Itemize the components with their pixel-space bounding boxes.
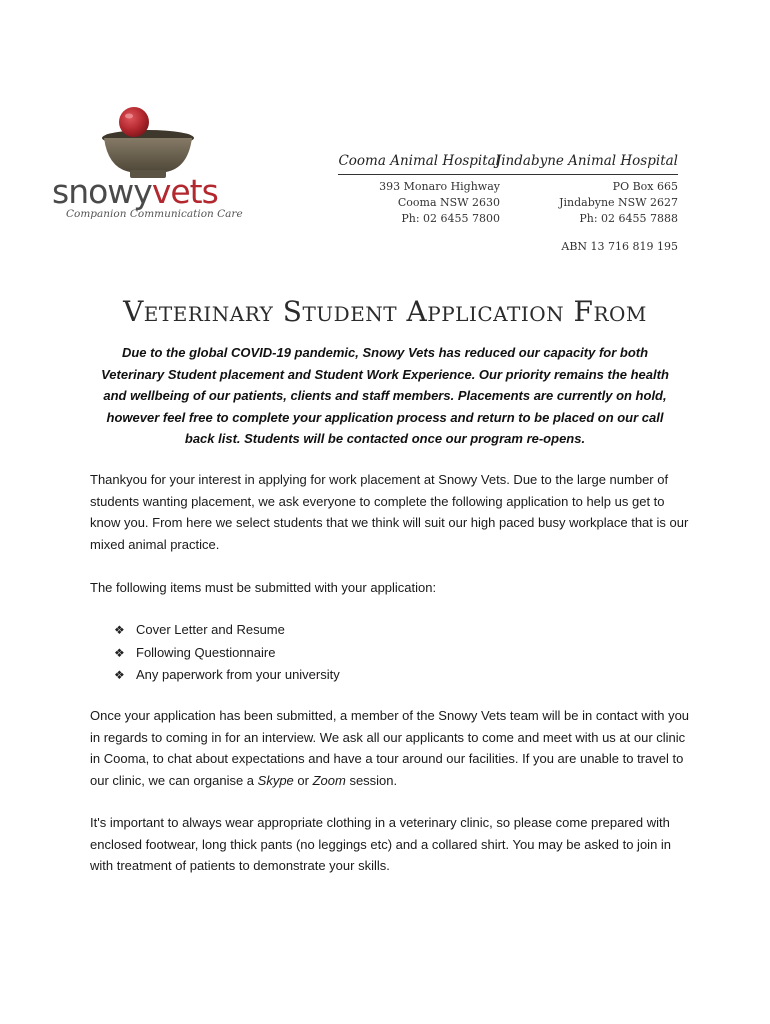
list-item <box>114 642 340 665</box>
clothing-paragraph: It's important to always wear appropriate clothing in a veterinary clinic, so please come prepared with enclosed footwear, long thick pants (no leggings etc) and a collared shirt. You may be asked to join in with treatment of patients to demonstrate your skills. <box>90 815 672 874</box>
zoom-text: Zoom <box>312 772 346 788</box>
session-text: session. <box>345 772 398 788</box>
cooma-phone: Ph: 02 6455 7800 <box>401 212 500 225</box>
snowyvets-logo <box>52 104 242 224</box>
logo-word-snowy: snowy <box>52 172 152 211</box>
jindabyne-hospital-name: Jindabyne Animal Hospital <box>496 150 678 175</box>
jindabyne-address-line1: PO Box 665 <box>612 180 678 193</box>
logo-word-vets: vets <box>151 172 218 211</box>
diamond-bullet-icon: ❖ <box>114 623 125 637</box>
list-item-label: Any paperwork from your university <box>136 667 340 683</box>
jindabyne-address-line2: Jindabyne NSW 2627 <box>559 196 678 209</box>
jindabyne-phone: Ph: 02 6455 7888 <box>579 212 678 225</box>
interview-paragraph <box>90 705 690 791</box>
items-intro-paragraph: The following items must be submitted with your application: <box>90 580 437 595</box>
diamond-bullet-icon: ❖ <box>114 645 125 660</box>
jindabyne-address-block <box>496 150 678 227</box>
required-items-list <box>114 619 340 687</box>
covid-notice: Due to the global COVID-19 pandemic, Snowy Vets has reduced our capacity for both Veterinary Student placement and Student Work Experience. Our priority remains the health and wellbeing of our patients, clients and staff members. Placements are currently on hold, however feel free to complete your application process and return to be placed on our call back list. Students will be contacted once our program re-opens. <box>101 345 669 447</box>
list-item-label: Cover Letter and Resume <box>136 622 285 637</box>
list-item-label: Following Questionnaire <box>136 644 276 660</box>
list-item <box>114 664 340 687</box>
abn-number: ABN 13 716 819 195 <box>561 240 678 253</box>
skype-text: Skype <box>257 772 294 788</box>
or-text: or <box>293 772 313 788</box>
logo-wordmark <box>52 174 218 210</box>
list-item <box>114 619 340 642</box>
page-title: Veterinary Student Application From <box>123 295 647 328</box>
diamond-bullet-icon: ❖ <box>114 668 125 683</box>
cooma-address-line1: 393 Monaro Highway <box>379 180 500 193</box>
cooma-address-block <box>338 150 500 227</box>
logo-tagline: Companion Communication Care <box>66 208 243 220</box>
cooma-address-line2: Cooma NSW 2630 <box>397 196 500 209</box>
interview-text: Once your application has been submitted, a member of the Snowy Vets team will be in contact with you in regards to coming in for an interview. We ask all our applicants to come and meet with us at our clinic in Cooma, to chat about expectations and have a tour around our facilities. If you are unable to travel to our clinic, we can organise a <box>90 708 690 788</box>
cooma-hospital-name: Cooma Animal Hospital <box>338 150 500 175</box>
bowl-and-ball-logo-icon <box>100 104 196 182</box>
intro-paragraph: Thankyou for your interest in applying for work placement at Snowy Vets. Due to the large number of students wanting placement, we ask everyone to complete the following application to help us get to know you. From here we select students that we think will suit our high paced busy workplace that is our mixed animal practice. <box>90 472 689 552</box>
